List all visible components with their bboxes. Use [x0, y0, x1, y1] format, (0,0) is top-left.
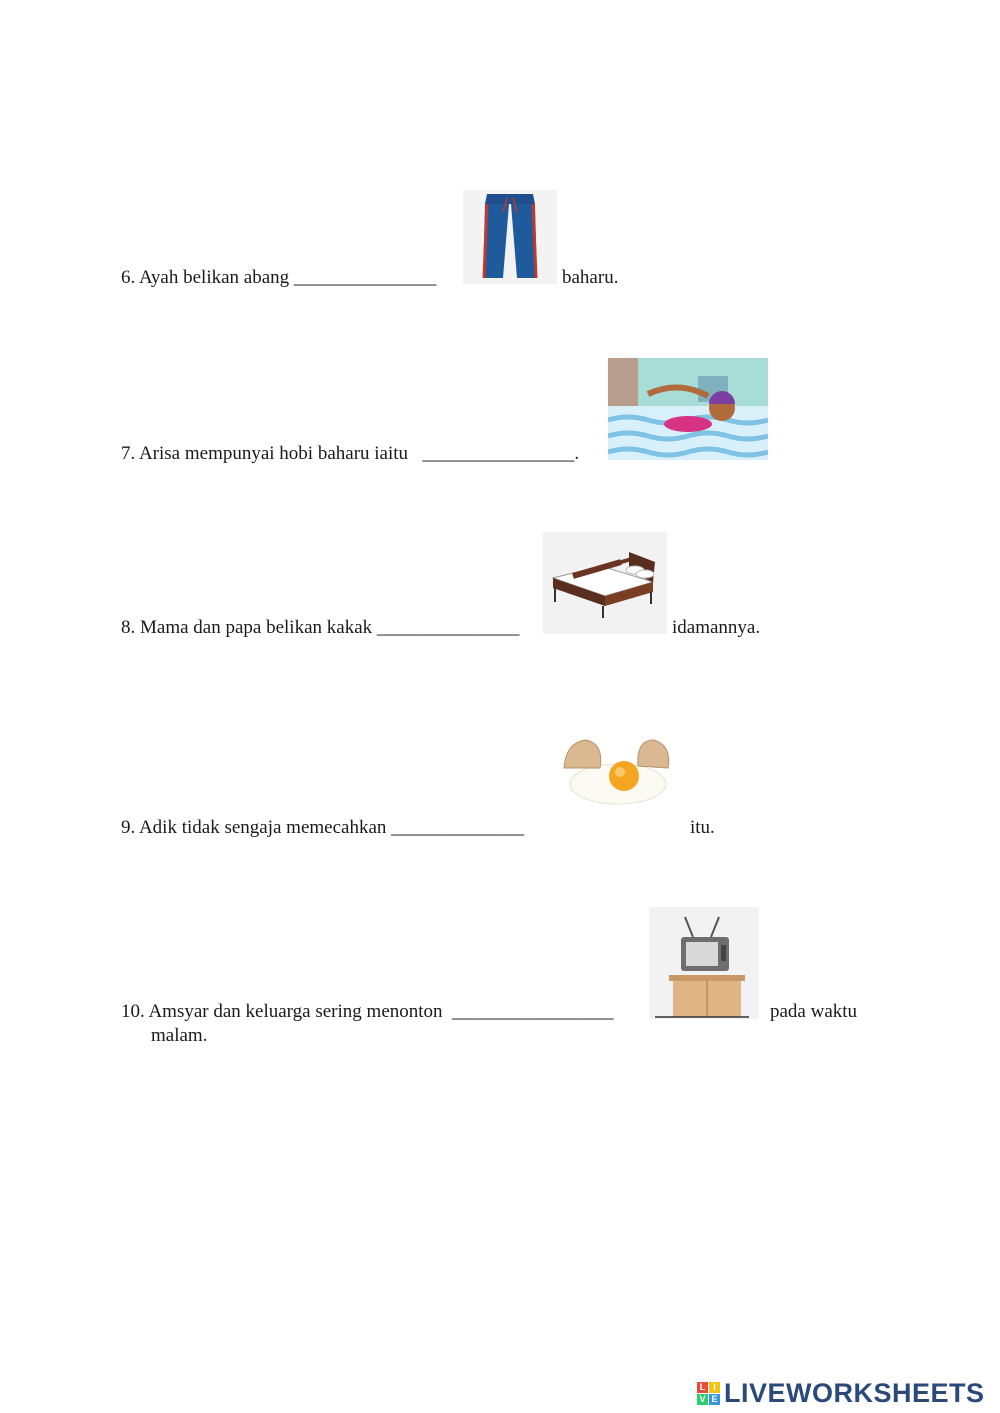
brand-name: LIVEWORKSHEETS [724, 1377, 985, 1408]
liveworksheets-logo [697, 1378, 985, 1408]
cracked-egg-image [556, 732, 676, 814]
question-text-before: Ayah belikan abang [138, 267, 290, 288]
question-text-before: Adik tidak sengaja memecahkan [138, 817, 387, 838]
question-number: 9. [121, 817, 136, 838]
question-text-before: Amsyar dan keluarga sering menonton [148, 1001, 443, 1022]
question-number: 6. [121, 267, 136, 288]
question-10-after: pada waktu [770, 1001, 858, 1022]
question-text-before: Mama dan papa belikan kakak [140, 617, 373, 638]
question-7 [121, 443, 579, 465]
question-number: 7. [121, 443, 136, 464]
question-6 [121, 267, 436, 289]
logo-mark-icon: L I V E [697, 1382, 720, 1405]
answer-blank[interactable]: _________________ [452, 1001, 614, 1022]
question-number: 10. [121, 1001, 145, 1022]
bed-image [543, 532, 667, 634]
question-10-continuation: malam. [151, 1025, 208, 1046]
question-9-after: itu. [690, 817, 715, 838]
answer-blank[interactable]: ______________ [391, 817, 525, 838]
question-text-before: Arisa mempunyai hobi baharu iaitu [138, 443, 409, 464]
television-image [649, 907, 759, 1019]
answer-blank[interactable]: ________________. [422, 443, 580, 464]
answer-blank[interactable]: _______________ [376, 617, 520, 638]
track-pants-image [463, 190, 557, 284]
question-6-after: baharu. [562, 267, 619, 288]
question-number: 8. [121, 617, 136, 638]
question-9 [121, 817, 524, 839]
question-8-after: idamannya. [672, 617, 761, 638]
swimming-image [608, 358, 768, 460]
question-8 [121, 617, 519, 639]
answer-blank[interactable]: _______________ [293, 267, 437, 288]
question-10 [121, 1001, 614, 1023]
